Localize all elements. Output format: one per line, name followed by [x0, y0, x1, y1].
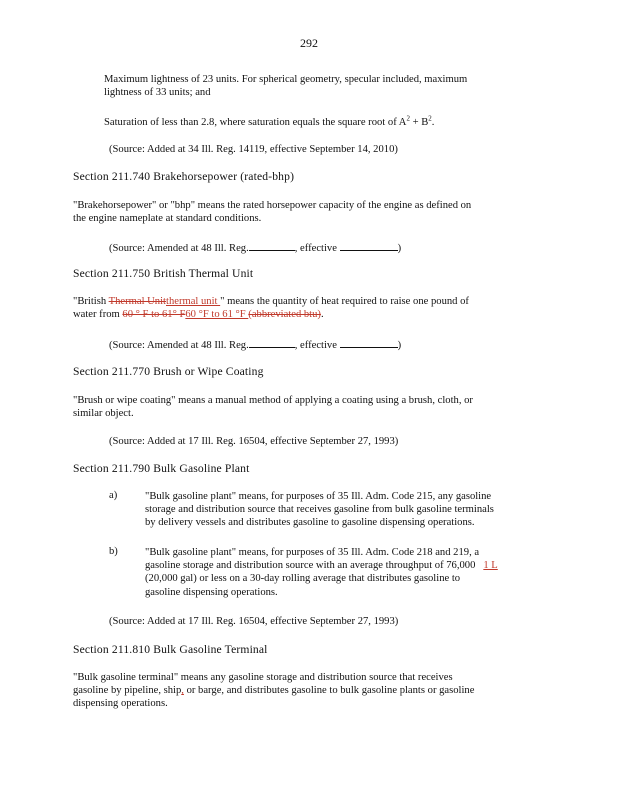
deleted-text: (abbreviated btu) — [248, 309, 321, 321]
inserted-text: 1 L — [483, 560, 498, 572]
source-note: (Source: Added at 34 Ill. Reg. 14119, effective September 14, 2010) — [109, 144, 398, 155]
blank-line — [340, 241, 398, 251]
list-item — [145, 546, 498, 599]
text: gasoline storage and distribution source with an average throughput of 76,000 — [145, 560, 484, 572]
text: gasoline by pipeline, ship — [73, 685, 182, 697]
intro-line: lightness of 33 units; and — [104, 87, 211, 99]
source-note: (Source: Added at 17 Ill. Reg. 16504, effective September 27, 1993) — [109, 616, 399, 627]
definition-line: the engine nameplate at standard conditions. — [73, 213, 262, 225]
section-heading: Section 211.740 Brakehorsepower (rated-bhp) — [73, 170, 295, 183]
source-note: (Source: Added at 17 Ill. Reg. 16504, effective September 27, 1993) — [109, 436, 399, 447]
list-item-line: by delivery vessels and distributes gasoline to gasoline dispensing operations. — [145, 517, 475, 529]
text: "British — [73, 296, 109, 307]
saturation-paragraph — [104, 116, 434, 129]
list-item-line: storage and distribution source that receives gasoline from bulk gasoline terminals — [145, 504, 494, 516]
definition-paragraph — [73, 199, 471, 225]
period: . — [431, 117, 435, 128]
text: or barge, and distributes gasoline to bulk gasoline plants or gasoline — [183, 685, 475, 697]
definition-paragraph — [73, 295, 469, 321]
definition-line: similar object. — [73, 408, 134, 420]
text: . — [320, 309, 324, 321]
definition-paragraph — [73, 394, 473, 420]
definition-line — [73, 684, 474, 697]
source-text: (Source: Amended at 48 Ill. Reg. — [109, 243, 249, 254]
definition-line: "Brakehorsepower" or "bhp" means the rated horsepower capacity of the engine as defined on — [73, 200, 472, 211]
text: " means the quantity of heat required to raise one pound of — [220, 296, 469, 307]
inserted-text: thermal unit — [166, 296, 221, 307]
section-heading: Section 211.770 Brush or Wipe Coating — [73, 365, 264, 378]
source-text: ) — [397, 340, 402, 351]
plus-text: + B — [409, 117, 429, 128]
page-number: 292 — [300, 36, 318, 50]
source-note — [109, 338, 401, 352]
blank-line — [249, 338, 295, 348]
definition-line — [73, 308, 469, 321]
list-item-line: "Bulk gasoline plant" means, for purposes of 35 Ill. Adm. Code 215, any gasoline — [145, 491, 492, 502]
intro-paragraph — [104, 73, 467, 99]
definition-line — [73, 295, 469, 308]
intro-line: Maximum lightness of 23 units. For spherical geometry, specular included, maximum — [104, 74, 468, 85]
source-text: , effective — [294, 243, 340, 254]
definition-line: "Bulk gasoline terminal" means any gasoline storage and distribution source that receives — [73, 672, 453, 683]
list-label: b) — [109, 546, 118, 557]
section-heading: Section 211.810 Bulk Gasoline Terminal — [73, 643, 268, 656]
superscript: 2 — [428, 114, 432, 123]
blank-line — [340, 338, 398, 348]
deleted-text: 60 ° F to 61° F — [122, 309, 186, 321]
text: water from — [73, 309, 123, 321]
list-item-line — [145, 559, 498, 572]
section-heading: Section 211.790 Bulk Gasoline Plant — [73, 462, 250, 475]
definition-line: dispensing operations. — [73, 698, 168, 710]
list-item — [145, 490, 494, 530]
blank-line — [249, 241, 295, 251]
source-text: ) — [397, 243, 402, 254]
source-note — [109, 241, 401, 255]
inserted-text: , — [181, 685, 184, 697]
source-text: (Source: Amended at 48 Ill. Reg. — [109, 340, 249, 351]
list-item-line: gasoline dispensing operations. — [145, 586, 278, 598]
definition-paragraph — [73, 671, 474, 711]
section-heading: Section 211.750 British Thermal Unit — [73, 267, 254, 280]
list-item-line: "Bulk gasoline plant" means, for purposes of 35 Ill. Adm. Code 218 and 219, a — [145, 547, 480, 558]
saturation-text: Saturation of less than 2.8, where saturation equals the square root of A — [104, 117, 407, 128]
inserted-text: 60 °F to 61 °F — [185, 309, 249, 321]
list-item-line: (20,000 gal) or less on a 30-day rolling average that distributes gasoline to — [145, 573, 461, 585]
source-text: , effective — [294, 340, 340, 351]
definition-line: "Brush or wipe coating" means a manual method of applying a coating using a brush, cloth, or — [73, 395, 473, 406]
superscript: 2 — [406, 114, 410, 123]
deleted-text: Thermal Unit — [108, 296, 166, 307]
list-label: a) — [109, 490, 118, 501]
